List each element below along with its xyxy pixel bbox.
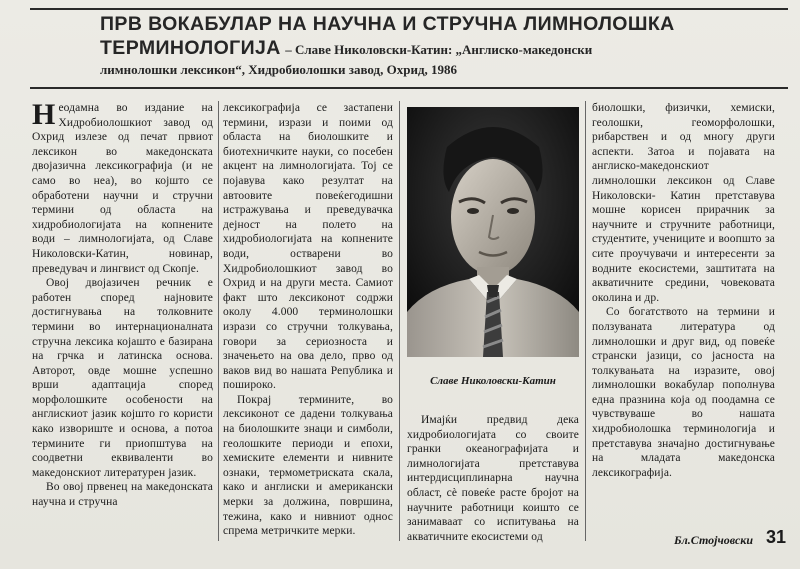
column1-paragraph2: Овој двојазичен речник е работен според најновите достигнувања на толковните термини во интернационалната стручна лексика којашто е базирана на грчка и латинска основа. Авторот, овде мошне успешно врши адаптација според морфолошките особености на англискиот јазик којшто го користи како извориште и основа, а потоа термините ги приопштува на соодветни еквиваленти во македонскиот литературен јазик. [32,277,213,479]
headline-line2: ТЕРМИНОЛОГИЈА [100,37,281,59]
column2-paragraph2: Покрај термините, во лексиконот се дадени толкувања на биолошките знаци и симболи, геолошките периоди и епохи, хемиските елементи и нивните ознаки, термометриската скала, како и англиски и американски мерки за должина, површина, тежина, како и нивниот однос спрема метричките мерки. [223,393,393,538]
column-divider-3 [585,101,586,541]
column4-paragraph1: биолошки, физички, хемиски, геолошки, геоморфолошки, рибарствен и од многу други аспекти. Затоа и појавата на англиско-македонскиот лимнолошки лексикон од Славе Николовски- Катин претставува мошне корисен прирачник за научните и стручните работници, студентите, учениците и воопшто за сите проучувачи и интересенти за водните екосистеми, заштитата на акватичните средини, човековата околина и др. [592,102,775,304]
page-number: 31 [766,527,787,547]
headline-subtitle1: – Славе Николовски-Катин: „Англиско-македонски [285,42,593,57]
article-column-3 [407,413,579,544]
portrait-photo [407,107,579,357]
column1-paragraph3: Во овој првенец на македонската научна и стручна [32,481,213,509]
column3-paragraph1: Имајќи предвид дека хидробиологијата со своите гранки океанографијата и лимнологијата претставува интердисциплинарна научна област, сè повеќе расте бројот на научните работници коишто се занимаваат со испитувања на акватичните екосистеми од [407,414,579,543]
article-column-4 [592,101,775,480]
portrait-image [407,107,579,357]
drop-cap: Н [32,98,56,131]
headline-bottom-rule [30,87,788,89]
column2-paragraph1: лексикографија се застапени термини, изрази и поими од областа на биолошките и биотехничките науки, со посебен акцент на лимнологијата. Тој се појавува како резултат на автоовите повеќегодишни истражувања и преведувачка дејност на полето на хидробиологијата на копнените води, остварени во Хидробиолошкиот завод во Охрид и на други места. Самиот факт што лексиконот содржи околу 4.000 терминолошки изрази со стручни толкувања, говори за сериозноста и значењето на ова дело, прво од ваков вид во нашата Република и пошироко. [223,102,393,392]
column1-paragraph1: Неодамна во издание на Хидробиолошкиот завод од Охрид излезе од печат првиот лексикон во македонската двојазична лексикографија (и не само во неа), во којшто се обработени научни и стручни термини од областа на хидробиологијата на копнените води – лимнологијата, од Славе Николовски-Катин, новинар, преведувач и лингвист од Скопје. [32,98,213,275]
article-column-2 [223,101,393,539]
column-divider-1 [218,101,219,541]
column4-paragraph2: Со богатството на термини и ползуваната литература од лимнолошки и друг вид, од повеќе странски јазици, со јасноста на толкувањата на изразите, овој лимнолошки вокабулар пополнува една празнина која од поодамна се чувствуваше во нашата хидробиолошка терминологија и претставува значајно достигнување на младата македонска лексикографија. [592,306,775,479]
column-divider-2 [399,101,400,541]
article-author: Бл.Стојчовски [674,533,754,547]
photo-caption: Славе Николовски-Катин [430,375,556,387]
headline-subtitle2: лимнолошки лексикон“, Хидробиолошки завод, Охрид, 1986 [100,62,458,77]
headline-line1: ПРВ ВОКАБУЛАР НА НАУЧНА И СТРУЧНА ЛИМНОЛОШКА [100,13,675,35]
article-column-1 [32,98,213,510]
headline [100,12,790,80]
top-rule [30,8,788,10]
